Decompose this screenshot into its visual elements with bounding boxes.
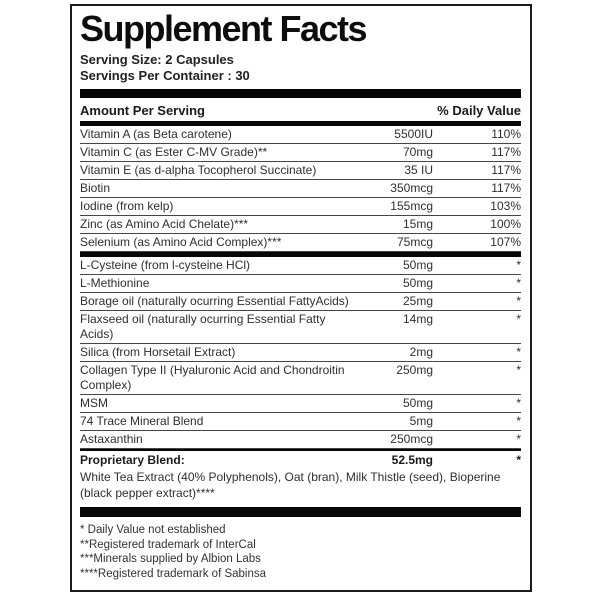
nutrient-section-other-ingredients: [80, 257, 521, 449]
ingredient-amount: 50mg: [402, 276, 433, 290]
ingredient-name: Selenium (as Amino Acid Complex)***: [80, 235, 282, 249]
proprietary-blend-row: [80, 449, 521, 469]
footnote: ***Minerals supplied by Albion Labs: [80, 553, 261, 565]
proprietary-blend-name: Proprietary Blend:: [80, 453, 185, 467]
table-row: [80, 198, 521, 216]
servings-per-container-text: Servings Per Container : 30: [80, 68, 250, 83]
table-row: [80, 431, 521, 449]
ingredient-amount: 75mcg: [396, 235, 433, 249]
proprietary-blend-description: White Tea Extract (40% Polyphenols), Oat (bran), Milk Thistle (seed), Bioperine (black pepper extract)****: [80, 470, 501, 500]
table-row: [80, 362, 521, 395]
ingredient-name: Collagen Type II (Hyaluronic Acid and Chondroitin Complex): [80, 363, 345, 392]
ingredient-name: Biotin: [80, 181, 111, 195]
ingredient-amount: 35 IU: [404, 163, 433, 177]
footnote: * Daily Value not established: [80, 524, 226, 536]
proprietary-blend-amount: 52.5mg: [391, 453, 433, 467]
footnotes-divider-bar: [80, 507, 521, 517]
table-row: [80, 216, 521, 234]
ingredient-daily-value: 103%: [490, 199, 521, 213]
proprietary-blend-daily-value: *: [516, 453, 521, 467]
ingredient-daily-value: 117%: [491, 163, 521, 177]
ingredient-name: Iodine (from kelp): [80, 199, 174, 213]
ingredient-amount: 50mg: [402, 258, 433, 272]
ingredient-daily-value: *: [516, 312, 521, 326]
ingredient-daily-value: *: [516, 432, 521, 446]
table-column-headers: [80, 100, 521, 121]
supplement-facts-title: Supplement Facts: [80, 8, 367, 49]
footnotes-section: [80, 521, 521, 581]
table-row: [80, 293, 521, 311]
ingredient-daily-value: *: [516, 363, 521, 377]
table-row: [80, 413, 521, 431]
amount-per-serving-header: Amount Per Serving: [80, 103, 205, 118]
ingredient-name: Flaxseed oil (naturally ocurring Essential Fatty Acids): [80, 312, 326, 341]
ingredient-name: Silica (from Horsetail Extract): [80, 345, 236, 359]
ingredient-amount: 50mg: [402, 396, 433, 410]
ingredient-amount: 5mg: [409, 414, 433, 428]
table-row: [80, 126, 521, 144]
ingredient-daily-value: *: [516, 294, 521, 308]
nutrient-section-vitamins: [80, 126, 521, 252]
table-row: [80, 257, 521, 275]
ingredient-name: Vitamin E (as d-alpha Tocopherol Succinate): [80, 163, 317, 177]
ingredient-name: Vitamin A (as Beta carotene): [80, 127, 232, 141]
table-row: [80, 144, 521, 162]
ingredient-name: Astaxanthin: [80, 432, 143, 446]
ingredient-daily-value: *: [516, 414, 521, 428]
ingredient-amount: 155mcg: [390, 199, 433, 213]
ingredient-name: Borage oil (naturally ocurring Essential FattyAcids): [80, 294, 349, 308]
ingredient-daily-value: 107%: [490, 235, 521, 249]
ingredient-daily-value: *: [516, 396, 521, 410]
ingredient-name: 74 Trace Mineral Blend: [80, 414, 204, 428]
table-row: [80, 275, 521, 293]
ingredient-name: Zinc (as Amino Acid Chelate)***: [80, 217, 249, 231]
daily-value-header: % Daily Value: [437, 103, 521, 118]
ingredient-name: L-Cysteine (from l-cysteine HCl): [80, 258, 251, 272]
table-row: [80, 344, 521, 362]
serving-size-text: Serving Size: 2 Capsules: [80, 52, 234, 67]
ingredient-amount: 70mg: [402, 145, 433, 159]
ingredient-name: MSM: [80, 396, 108, 410]
supplement-facts-panel: [70, 4, 532, 592]
ingredient-daily-value: 100%: [490, 217, 521, 231]
table-row: [80, 395, 521, 413]
header-divider-bar: [80, 89, 521, 98]
ingredient-daily-value: *: [516, 345, 521, 359]
ingredient-daily-value: 117%: [491, 145, 521, 159]
ingredient-amount: 250mg: [396, 363, 433, 377]
table-row: [80, 180, 521, 198]
ingredient-daily-value: *: [516, 258, 521, 272]
ingredient-amount: 15mg: [402, 217, 433, 231]
ingredient-daily-value: 110%: [491, 127, 521, 141]
table-row: [80, 162, 521, 180]
ingredient-daily-value: 117%: [491, 181, 521, 195]
table-row: [80, 234, 521, 252]
footnote: ****Registered trademark of Sabinsa: [80, 567, 267, 580]
ingredient-amount: 2mg: [409, 345, 433, 359]
ingredient-amount: 25mg: [402, 294, 433, 308]
ingredient-amount: 250mcg: [390, 432, 433, 446]
ingredient-name: Vitamin C (as Ester C-MV Grade)**: [80, 145, 268, 159]
table-row: [80, 311, 521, 344]
ingredient-amount: 5500IU: [394, 127, 433, 141]
footnote: **Registered trademark of InterCal: [80, 538, 256, 551]
ingredient-daily-value: *: [516, 276, 521, 290]
ingredient-name: L-Methionine: [80, 276, 150, 290]
ingredient-amount: 14mg: [402, 312, 433, 326]
ingredient-amount: 350mcg: [390, 181, 433, 195]
